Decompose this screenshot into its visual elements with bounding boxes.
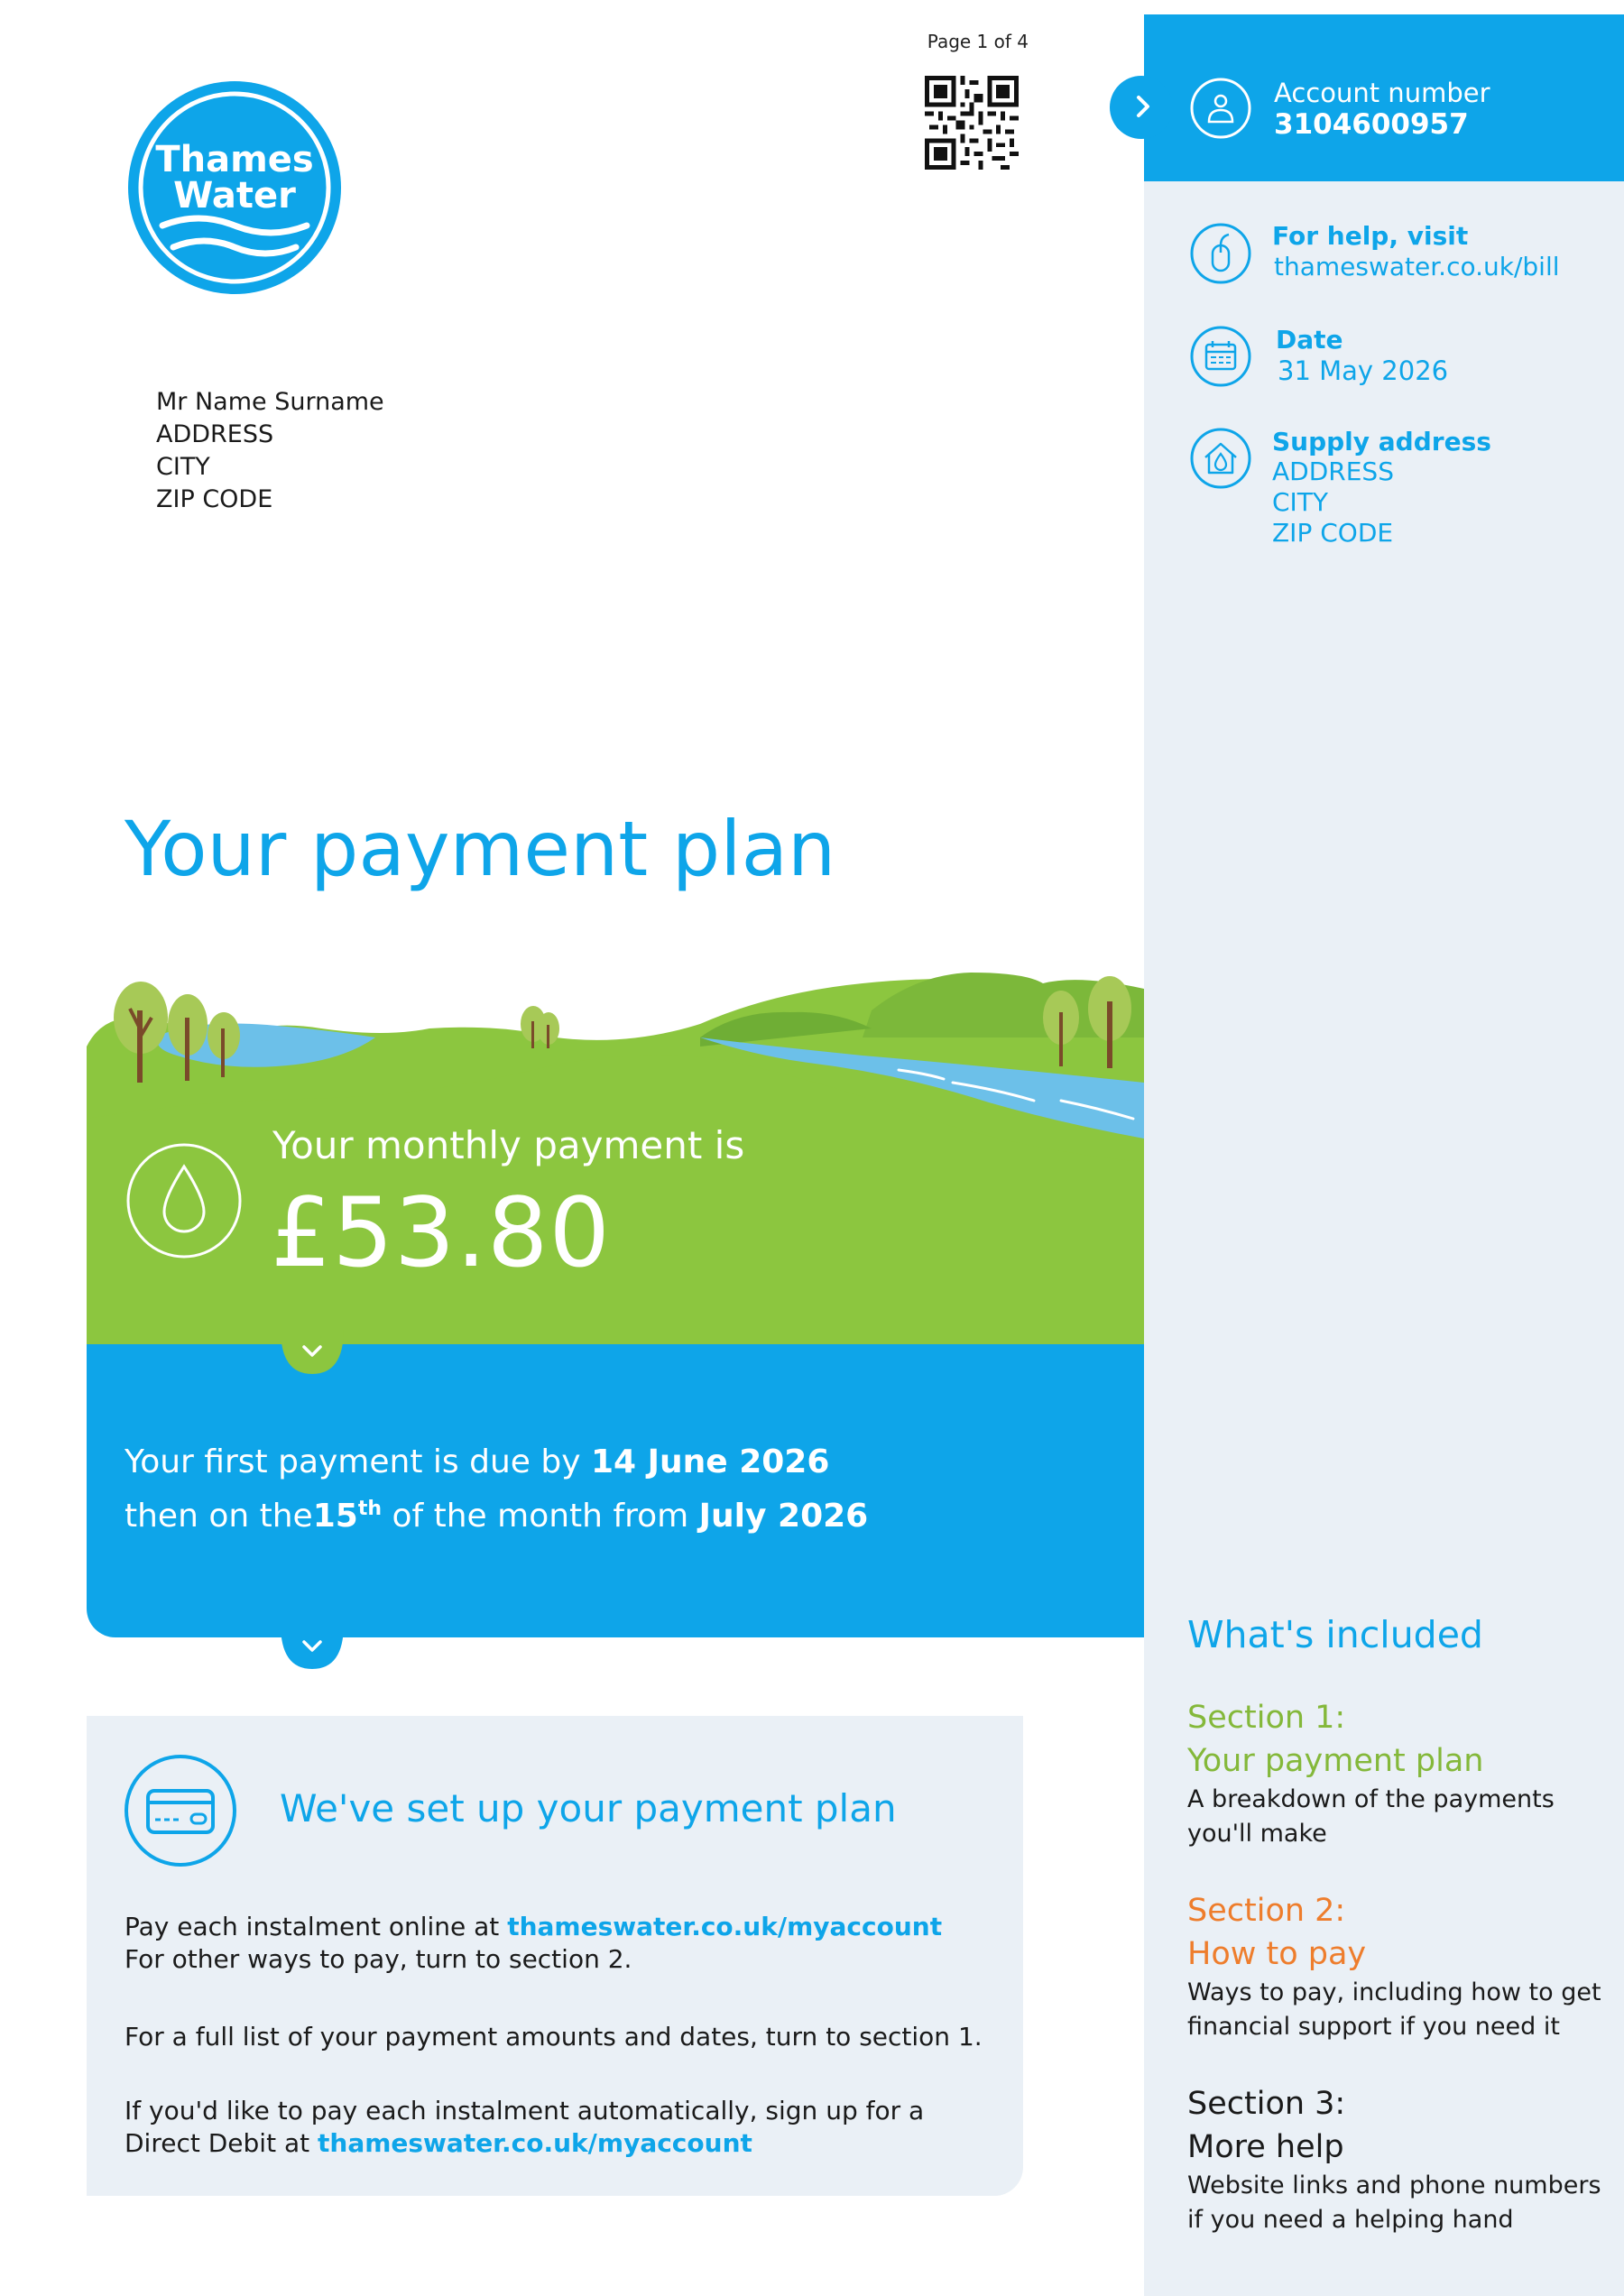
credit-card-icon [123, 1753, 238, 1868]
direct-debit-paragraph [125, 2095, 991, 2160]
date-value: 31 May 2026 [1278, 355, 1449, 386]
mouse-icon [1189, 222, 1252, 285]
pay-online-text: Pay each instalment online at [125, 1912, 500, 1941]
supply-address [1272, 456, 1394, 549]
recipient-zip: ZIP CODE [156, 485, 273, 513]
section-2-summary [1187, 1889, 1611, 2044]
help-label: For help, visit [1272, 221, 1469, 251]
whats-included-title: What's included [1187, 1613, 1483, 1656]
section-heading: Section 3: [1187, 2086, 1346, 2122]
section-description: you'll make [1187, 1820, 1327, 1848]
then-middle: of the month from [392, 1498, 689, 1535]
recipient-name: Mr Name Surname [156, 388, 384, 416]
chevron-down-icon [281, 1624, 344, 1669]
monthly-payment-amount: £53.80 [271, 1177, 611, 1288]
logo-text-line2: Water [173, 175, 296, 217]
payment-day-suffix: th [357, 1498, 383, 1520]
chevron-down-icon [281, 1329, 344, 1374]
direct-debit-prefix: Direct Debit at [125, 2128, 310, 2158]
other-ways-text: For other ways to pay, turn to section 2. [125, 1944, 632, 1974]
page-title: Your payment plan [125, 805, 836, 893]
page-indicator: Page 1 of 4 [927, 31, 1029, 52]
help-link[interactable]: thameswater.co.uk/bill [1274, 252, 1560, 281]
chevron-right-icon [1133, 90, 1155, 123]
due-prefix: Your first payment is due by [125, 1443, 581, 1480]
direct-debit-link[interactable]: thameswater.co.uk/myaccount [318, 2128, 752, 2158]
section-3-summary [1187, 2082, 1611, 2237]
account-number: 3104600957 [1274, 108, 1469, 141]
section-heading: Section 1: [1187, 1700, 1346, 1736]
monthly-payment-label: Your monthly payment is [272, 1123, 745, 1167]
direct-debit-text: If you'd like to pay each instalment automatically, sign up for a [125, 2096, 925, 2125]
myaccount-link[interactable]: thameswater.co.uk/myaccount [507, 1912, 943, 1941]
thames-water-logo [126, 79, 343, 296]
water-drop-icon [125, 1141, 244, 1260]
section-heading: Section 2: [1187, 1893, 1346, 1929]
recipient-city: CITY [156, 453, 210, 481]
supply-address-label: Supply address [1272, 427, 1491, 456]
section-title: How to pay [1187, 1936, 1367, 1972]
start-month: July 2026 [698, 1498, 869, 1535]
user-icon [1189, 77, 1252, 140]
section-title: More help [1187, 2129, 1344, 2165]
first-payment-due [125, 1443, 829, 1480]
section-title: Your payment plan [1187, 1743, 1484, 1779]
due-date: 14 June 2026 [590, 1443, 830, 1480]
payment-day: 15 [312, 1498, 358, 1535]
supply-city: CITY [1272, 487, 1329, 517]
account-number-label: Account number [1274, 78, 1490, 108]
date-label: Date [1276, 325, 1343, 355]
full-list-paragraph: For a full list of your payment amounts and dates, turn to section 1. [125, 2022, 983, 2052]
pay-online-paragraph [125, 1911, 991, 1976]
section-description: financial support if you need it [1187, 2013, 1560, 2041]
section-description: A breakdown of the payments [1187, 1785, 1555, 1813]
calendar-icon [1189, 325, 1252, 388]
logo-text-line1: Thames [155, 139, 314, 180]
section-description: Website links and phone numbers [1187, 2172, 1601, 2199]
supply-zip: ZIP CODE [1272, 518, 1394, 548]
qr-code [925, 76, 1019, 170]
due-date-panel [87, 1344, 1144, 1637]
section-description: Ways to pay, including how to get [1187, 1978, 1601, 2006]
supply-address-line: ADDRESS [1272, 456, 1394, 486]
recipient-address-line: ADDRESS [156, 420, 274, 448]
section-1-summary [1187, 1696, 1611, 1851]
recipient-address [156, 386, 384, 516]
then-prefix: then on the [125, 1498, 313, 1535]
payment-plan-title: We've set up your payment plan [280, 1786, 897, 1830]
recurring-payment-schedule [125, 1498, 868, 1535]
house-water-icon [1189, 427, 1252, 490]
section-description: if you need a helping hand [1187, 2206, 1514, 2234]
